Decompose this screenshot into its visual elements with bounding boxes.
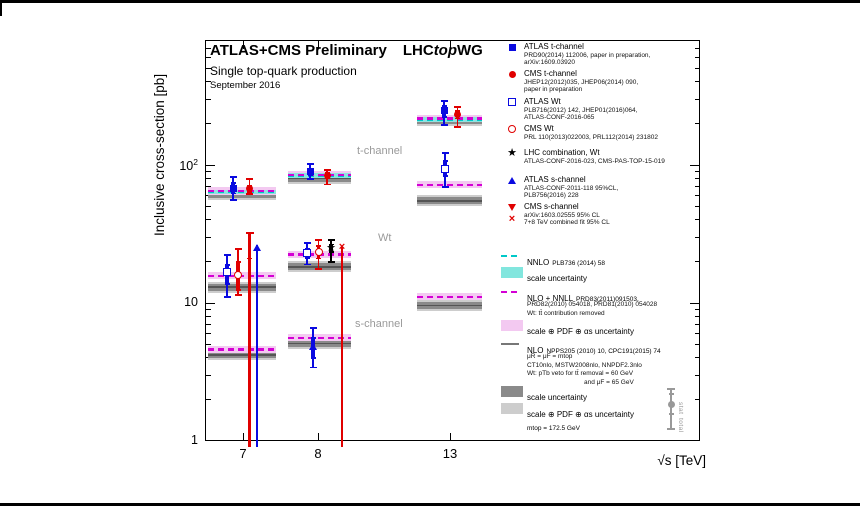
title-wg-italic: top [433,42,458,59]
legend-theory-3-label: scale ⊕ PDF ⊕ αs uncertainty [527,327,634,336]
title-experiments: ATLAS+CMS Preliminary [210,42,387,59]
legend-theory-0-swatch [501,255,519,258]
legend-entry-2-ref: PLB716(2012) 142, JHEP01(2016)064, [524,106,638,114]
legend-theory-2-label: NLO + NNLL PRD83(2011)091503, [527,294,639,303]
legend-entry-1-ref: paper in preparation [524,85,583,93]
legend-entry-0-ref: arXiv:1609.03920 [524,58,575,66]
legend-theory-1-swatch [501,267,523,278]
legend-entry-4-marker: ★ [507,146,517,159]
legend-entry-4-title: LHC combination, Wt [524,148,600,157]
legend-theory-5-swatch [501,386,523,397]
legend-theory-1-label: scale uncertainty [527,274,588,283]
legend-theory-4-subline: Wt: pTb veto for tt̄ removal = 60 GeV [527,370,634,377]
measurement-lhc-wt-8-marker: ★ [326,241,336,254]
legend-entry-6-ref: arXiv:1603.02555 95% CL [524,211,600,219]
legend-theory-2-swatch [501,291,519,294]
legend-entry-3-marker [508,125,516,133]
legend-entry-0-title: ATLAS t-channel [524,42,584,51]
stat-label: stat [677,402,684,415]
legend-theory-3-swatch [501,320,523,331]
legend-theory-7-label: mtop = 172.5 GeV [527,425,580,432]
legend-entry-0-ref: PRD90(2014) 112006, paper in preparation, [524,51,651,59]
stat-cap [669,413,674,415]
y-tick-label: 1 [191,433,198,447]
legend-entry-1-title: CMS t-channel [524,69,577,78]
page-date: September 2016 [210,80,281,91]
legend-theory-2-subline: Wt: tt̄ contribution removed [527,309,605,317]
legend-entry-5-title: ATLAS s-channel [524,175,586,184]
legend-theory-5-label: scale uncertainty [527,393,588,402]
legend-entry-6-marker [508,204,516,211]
legend-theory-4-swatch [501,343,519,345]
legend-theory-0-label: NNLO PLB736 (2014) 58 [527,258,605,267]
stat-total-glyph [660,382,704,438]
legend-theory-4-subline: μR = μF = mtop [527,353,573,360]
legend-entry-2-marker [508,98,516,106]
y-tick-label: $10^2$ [179,157,198,174]
group-label-t-channel: t-channel [357,145,403,157]
legend-theory-6-label: scale ⊕ PDF ⊕ αs uncertainty [527,410,634,419]
legend-entry-1-ref: JHEP12(2012)035, JHEP06(2014) 090, [524,78,639,86]
error-bar-cap [667,428,675,430]
x-tick-label: 8 [314,446,322,461]
central-value-dot [668,401,675,408]
legend-entry-6-marker2: × [508,213,516,225]
title-wg-prefix: LHC [402,42,434,59]
stat-cap [669,393,674,395]
legend-entry-3-ref: PRL 110(2013)022003, PRL112(2014) 231802 [524,133,658,141]
legend-entry-5-ref: ATLAS-CONF-2011-118 95%CL, [524,184,619,192]
legend-theory-4-subline: CT10nlo, MSTW2008nlo, NNPDF2.3nlo [527,361,642,369]
legend-entry-3-title: CMS Wt [524,124,554,133]
total-label: total [677,418,684,433]
legend-entry-0-marker [509,44,516,51]
y-tick-label: 10 [184,295,198,309]
legend-entry-6-title: CMS s-channel [524,202,579,211]
limit-cms-s-8-marker: × [338,240,346,253]
legend-entry-5-ref: PLB756(2016) 228 [524,191,579,199]
error-bar-cap [667,388,675,390]
x-tick-label: 13 [442,446,458,461]
legend-theory-6-swatch [501,403,523,414]
legend-entry-2-ref: ATLAS-CONF-2016-065 [524,113,595,121]
x-axis-label: √s [TeV] [657,453,706,468]
legend-theory-4-label: NLO NPPS205 (2010) 10, CPC191(2015) 74 [527,346,661,355]
x-tick-label: 7 [239,446,247,461]
title-wg-suffix: WG [457,42,483,59]
legend-theory-2-subline: PRD82(2010) 054018, PRD81(2010) 054028 [527,301,658,308]
group-label-s-channel: s-channel [355,318,403,330]
page-subtitle: Single top-quark production [210,64,357,78]
legend-entry-4-ref: ATLAS-CONF-2016-023, CMS-PAS-TOP-15-019 [524,157,665,165]
legend-entry-6-ref: 7+8 TeV combined fit 95% CL [524,218,610,226]
legend-entry-2-title: ATLAS Wt [524,97,561,106]
y-axis-label: Inclusive cross-section [pb] [152,73,167,236]
legend-entry-5-marker [508,177,516,184]
legend-theory-4-subline: and μF = 65 GeV [584,378,634,386]
group-label-Wt: Wt [378,232,392,244]
legend-entry-1-marker [509,71,516,78]
